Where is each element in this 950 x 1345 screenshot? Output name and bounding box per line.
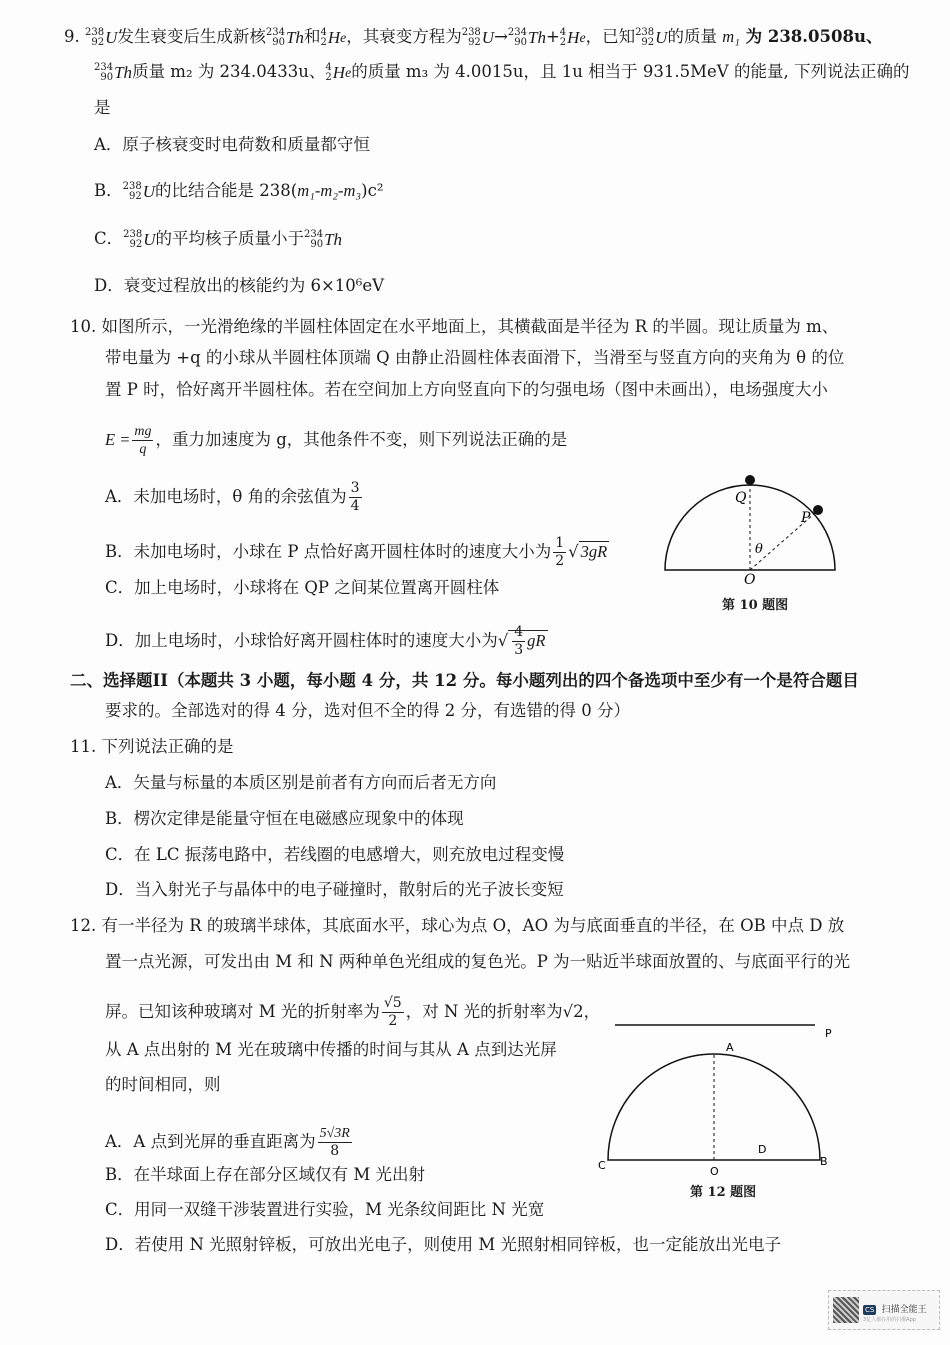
q9-line3: 是: [94, 98, 111, 117]
q12-line1: 12. 有一半径为 R 的玻璃半球体，其底面水平，球心为点 O，AO 为与底面垂直的半径，在 OB 中点 D 放: [70, 916, 845, 935]
q11-stem: 11. 下列说法正确的是: [70, 737, 234, 756]
q12-option-a: A．A 点到光屏的垂直距离为 $\frac{5√3R}{8}$: [105, 1126, 350, 1159]
q11-option-d: D．当入射光子与晶体中的电子碰撞时，散射后的光子波长变短: [105, 880, 564, 899]
q9-line1: 9. 238 92 U 发生衰变后生成新核 234 90 Th 和 4 2 H e ，其衰变方程为 238 92 U → 234 90 Th + 4 2 H e ，已知 238 92 U 的质量 m₁ 为 238.0508u、: [64, 26, 883, 48]
q10-line4: E = $\frac{mg}{q}$ ，重力加速度为 g，其他条件不变，则下列说法正确的是: [105, 424, 568, 457]
q12-line5: 的时间相同，则: [105, 1075, 221, 1094]
camscanner-logo-icon: CS: [865, 1306, 875, 1314]
figure-10-caption: 第 10 题图: [722, 598, 789, 613]
q10-option-d: D．加上电场时，小球恰好离开圆柱体时的速度大小为√ $\frac{4}{3}$ gR: [105, 624, 546, 658]
scanner-watermark: CS 扫描全能王 3亿人都在用的扫描App: [828, 1290, 940, 1330]
q12-line3: 屏。已知该种玻璃对 M 光的折射率为 $\frac{√5}{2}$ ，对 N 光的折射率为√2，: [105, 995, 601, 1029]
q11-option-a: A．矢量与标量的本质区别是前者有方向而后者无方向: [105, 773, 497, 792]
q12-option-d: D．若使用 N 光照射锌板，可放出光电子，则使用 M 光照射相同锌板，也一定能放出光电子: [105, 1235, 782, 1254]
nuclide-th234: 234 90 Th: [265, 26, 304, 48]
label-b: B: [820, 1155, 828, 1168]
figure-10-semicircle: [655, 465, 855, 585]
q9-line2: 234 90 Th 质量 m₂ 为 234.0433u、 4 2 H e 的质量 m₃ 为 4.0015u，且 1u 相当于 931.5MeV 的能量, 下列说法正确的: [94, 61, 910, 83]
q11-option-b: B．楞次定律是能量守恒在电磁感应现象中的体现: [105, 809, 464, 828]
q10-option-c: C．加上电场时，小球将在 QP 之间某位置离开圆柱体: [105, 578, 500, 597]
ball-at-q: [745, 475, 755, 485]
q12-option-b: B．在半球面上存在部分区域仅有 M 光出射: [105, 1165, 426, 1184]
q10-line1: 10. 如图所示，一光滑绝缘的半圆柱体固定在水平地面上，其横截面是半径为 R 的半圆。现让质量为 m、: [70, 317, 839, 336]
ball-at-p: [813, 505, 823, 515]
nuclide-u238: 238 92 U: [85, 26, 118, 48]
label-c: C: [598, 1159, 606, 1172]
question-number: 9.: [64, 27, 80, 46]
q12-line2: 置一点光源，可发出由 M 和 N 两种单色光组成的复色光。P 为一贴近半球面放置的、与底面平行的光: [105, 952, 851, 971]
section-2-instructions: 要求的。全部选对的得 4 分，选对但不全的得 2 分，有选错的得 0 分）: [105, 701, 630, 720]
label-d: D: [758, 1143, 767, 1156]
q9-option-d: D．衰变过程放出的核能约为 6×10⁶eV: [94, 276, 385, 295]
label-o: O: [710, 1165, 719, 1178]
label-p: P: [801, 510, 811, 526]
label-p: P: [825, 1027, 832, 1040]
q10-line3: 置 P 时，恰好离开半圆柱体。若在空间加上方向竖直向下的匀强电场（图中未画出），电场强度大小: [105, 380, 828, 399]
label-q: Q: [735, 490, 747, 506]
section-2-header: 二、选择题II（本题共 3 小题，每小题 4 分，共 12 分。每小题列出的四个备选项中至少有一个是符合题目: [70, 671, 859, 690]
q12-option-c: C．用同一双缝干涉装置进行实验，M 光条纹间距比 N 光宽: [105, 1200, 545, 1219]
nuclide-he4: 4 2 H e: [320, 26, 347, 48]
label-a: A: [726, 1041, 734, 1054]
q10-option-b: B．未加电场时，小球在 P 点恰好离开圆柱体时的速度大小为 $\frac{1}{2}$ √ 3gR: [105, 535, 608, 569]
figure-12-caption: 第 12 题图: [690, 1185, 757, 1200]
q9-option-c: C． 238 92 U 的平均核子质量小于 234 90 Th: [94, 228, 343, 250]
qr-code-icon: [833, 1297, 859, 1323]
label-o: O: [744, 572, 756, 585]
q9-option-b: B． 238 92 U 的比结合能是 238(m₁-m₂-m₃)c²: [94, 180, 384, 202]
figure-12-hemisphere: [590, 1015, 840, 1180]
q9-option-a: A．原子核衰变时电荷数和质量都守恒: [94, 135, 370, 154]
q12-line4: 从 A 点出射的 M 光在玻璃中传播的时间与其从 A 点到达光屏: [105, 1040, 557, 1059]
q10-option-a: A．未加电场时，θ 角的余弦值为 $\frac{3}{4}$: [105, 480, 360, 514]
q10-line2: 带电量为 +q 的小球从半圆柱体顶端 Q 由静止沿圆柱体表面滑下，当滑至与竖直方向的夹角为 θ 的位: [105, 348, 845, 367]
q11-option-c: C．在 LC 振荡电路中，若线圈的电感增大，则充放电过程变慢: [105, 845, 565, 864]
label-theta: θ: [755, 542, 763, 557]
